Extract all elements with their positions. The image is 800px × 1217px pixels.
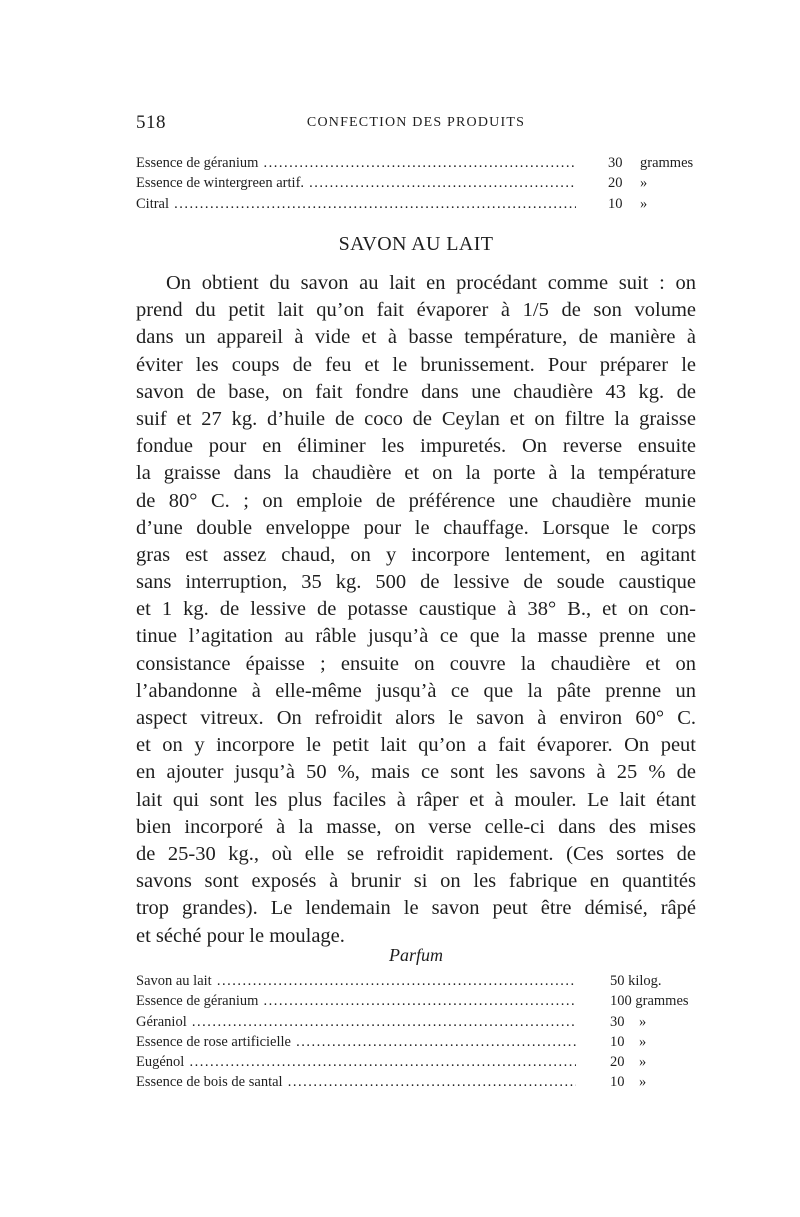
ingredient-unit: »: [639, 1012, 646, 1032]
text-line: lait qui sont les plus faciles à râper et à mouler. Le lait étant: [136, 788, 696, 811]
list-item: [136, 1072, 696, 1092]
ingredient-quantity: 100 grammes: [610, 991, 696, 1011]
page-header: [136, 112, 696, 136]
text-line: et 1 kg. de lessive de potasse caustique à 38° B., et on con-: [136, 598, 696, 621]
list-item: [136, 1052, 696, 1072]
ingredient-name: Essence de géranium .....: [136, 991, 576, 1011]
ingredient-unit: »: [639, 1072, 646, 1092]
ingredient-quantity: 30: [610, 1012, 696, 1032]
fragrance-list-bottom: [136, 971, 696, 1093]
ingredient-name: Eugénol .....: [136, 1052, 576, 1072]
ingredient-quantity: 20: [610, 1052, 696, 1072]
text-line: bien incorporé à la masse, on verse celle-ci dans des mises: [136, 815, 696, 838]
text-line: consistance épaisse ; ensuite on couvre la chaudière et on: [136, 652, 696, 675]
list-item: [136, 971, 696, 991]
ingredient-quantity: 20: [608, 173, 696, 193]
ingredient-name: Essence de géranium .....: [136, 153, 576, 173]
text-line: prend du petit lait qu’on fait évaporer à 1/5 de son volume: [136, 299, 696, 322]
ingredient-quantity: 10: [608, 194, 696, 214]
page-number: 518: [136, 112, 166, 133]
text-line: la graisse dans la chaudière et on la porte à la température: [136, 462, 696, 485]
text-line: sans interruption, 35 kg. 500 de lessive de soude caustique: [136, 571, 696, 594]
ingredient-name: Essence de wintergreen artif. .....: [136, 173, 576, 193]
text-line: en ajouter jusqu’à 50 %, mais ce sont les savons à 25 % de: [136, 761, 696, 784]
text-line: fondue pour en éliminer les impuretés. On reverse ensuite: [136, 435, 696, 458]
text-line: savons sont exposés à brunir si on les fabrique en quantités: [136, 870, 696, 893]
list-item: [136, 173, 696, 193]
body-paragraph: [136, 270, 696, 950]
ingredient-name: Essence de bois de santal .....: [136, 1072, 576, 1092]
list-item: [136, 194, 696, 214]
text-line: de 25-30 kg., où elle se refroidit rapidement. (Ces sortes de: [136, 842, 696, 865]
text-line: éviter les coups de feu et le brunissement. Pour préparer le: [136, 353, 696, 376]
ingredient-unit: »: [640, 194, 647, 214]
text-line: et séché pour le moulage.: [136, 924, 345, 947]
text-line: tinue l’agitation au râble jusqu’à ce que la masse prenne une: [136, 625, 696, 648]
text-line: savon de base, on fait fondre dans une chaudière 43 kg. de: [136, 380, 696, 403]
text-line: suif et 27 kg. d’huile de coco de Ceylan et on filtre la graisse: [136, 407, 696, 430]
text-line: On obtient du savon au lait en procédant comme suit : on: [166, 272, 696, 294]
ingredient-quantity: 10: [610, 1072, 696, 1092]
text-line: l’abandonne à elle-même jusqu’à ce que la pâte prenne un: [136, 679, 696, 702]
ingredient-unit: grammes: [640, 153, 693, 173]
list-item: [136, 1012, 696, 1032]
ingredient-quantity: 10: [610, 1032, 696, 1052]
text-line: trop grandes). Le lendemain le savon peut être démisé, râpé: [136, 897, 696, 920]
running-head: CONFECTION DES PRODUITS: [306, 115, 526, 130]
ingredient-name: Citral .....: [136, 194, 576, 214]
ingredient-quantity: 50 kilog.: [610, 971, 696, 991]
list-item: [136, 153, 696, 173]
text-line: et on y incorpore le petit lait qu’on a fait évaporer. On peut: [136, 734, 696, 757]
section-title: SAVON AU LAIT: [338, 233, 494, 255]
ingredient-unit: »: [639, 1052, 646, 1072]
ingredient-unit: »: [639, 1032, 646, 1052]
fragrance-list-top: [136, 153, 696, 214]
text-line: d’une double enveloppe pour le chauffage. Lorsque le corps: [136, 516, 696, 539]
list-item: [136, 1032, 696, 1052]
ingredient-name: Essence de rose artificielle .....: [136, 1032, 576, 1052]
ingredient-name: Savon au lait .....: [136, 971, 576, 991]
text-line: gras est assez chaud, on y incorpore lentement, en agitant: [136, 543, 696, 566]
text-line: aspect vitreux. On refroidit alors le savon à environ 60° C.: [136, 707, 696, 729]
ingredient-name: Géraniol .....: [136, 1012, 576, 1032]
perfume-subtitle: Parfum: [389, 945, 443, 965]
text-line: dans un appareil à vide et à basse température, de manière à: [136, 326, 696, 349]
text-line: de 80° C. ; on emploie de préférence une chaudière munie: [136, 489, 696, 512]
ingredient-quantity: 30: [608, 153, 696, 173]
list-item: [136, 991, 696, 1011]
ingredient-unit: »: [640, 173, 647, 193]
